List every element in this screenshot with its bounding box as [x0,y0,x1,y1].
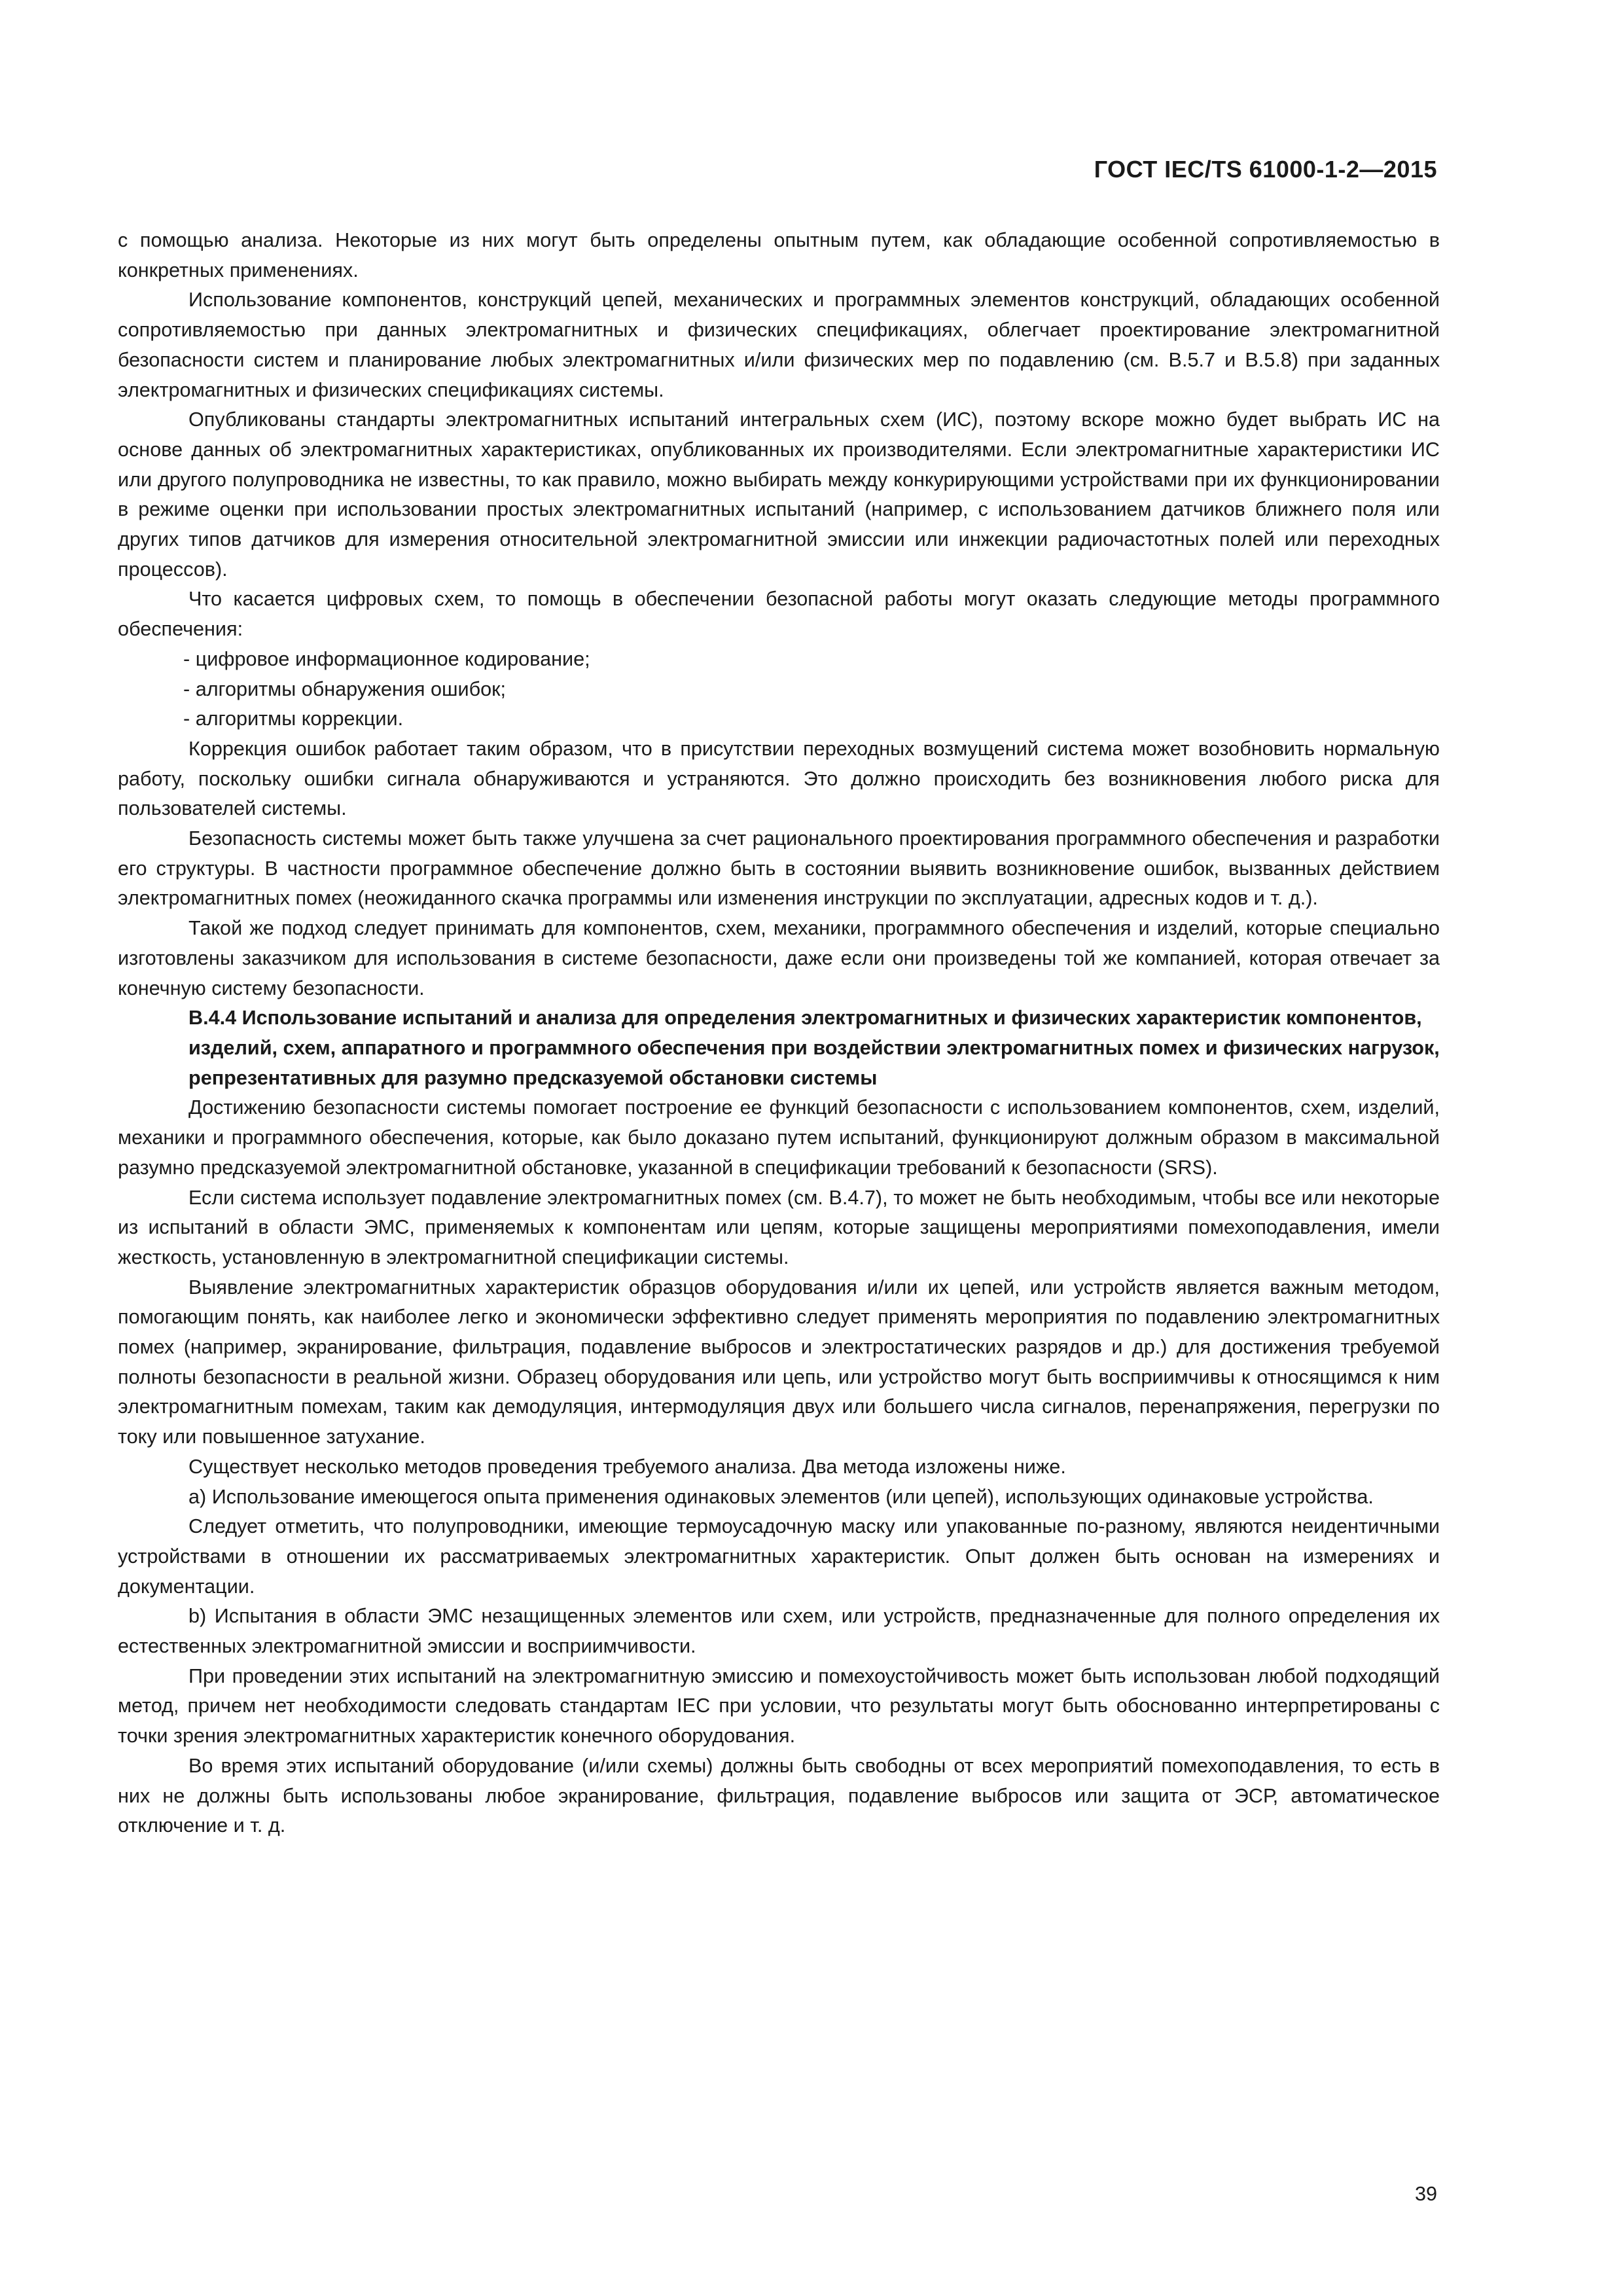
paragraph-safety-functions: Достижению безопасности системы помогает построение ее функций безопасности с использованием компонентов, схем, изделий, механики и программного обеспечения, которые, как было доказано путем испытаний, функционируют должным образом в максимальной разумно предсказуемой электромагнитной обстановке, указанной в спецификации требований к безопасности (SRS). [118,1096,1440,1179]
section-heading-b44: В.4.4 Использование испытаний и анализа для определения электромагнитных и физических характеристик компонентов, изделий, схем, аппаратного и программного обеспечения при воздействии электромагнитных помех и физических нагрузок, репрезентативных для разумно предсказуемой обстановки системы [188,1007,1440,1089]
paragraph-method-b: b) Испытания в области ЭМС незащищенных элементов или схем, или устройств, предназначенные для полного определения их естественных электромагнитной эмиссии и восприимчивости. [118,1605,1440,1658]
paragraph-ic-standards: Опубликованы стандарты электромагнитных испытаний интегральных схем (ИС), поэтому вскоре можно будет выбрать ИС на основе данных об электромагнитных характеристиках, опубликованных их производителями. Если электромагнитные характеристики ИС или другого полупроводника не известны, то как правило, можно выбирать между конкурирующими устройствами при их функционировании в режиме оценки при использовании простых электромагнитных испытаний (например, с использованием датчиков ближнего поля или других типов датчиков для измерения относительной электромагнитной эмиссии или инжекции радиочастотных полей или переходных процессов). [118,408,1440,581]
paragraph-error-correction: Коррекция ошибок работает таким образом, что в присутствии переходных возмущений система может возобновить нормальную работу, поскольку ошибки сигнала обнаруживаются и устраняются. Это должно происходить без возникновения любого риска для пользователей системы. [118,737,1440,820]
paragraph-software-safety: Безопасность системы может быть также улучшена за счет рационального проектирования программного обеспечения и разработки его структуры. В частности программное обеспечение должно быть в состоянии выявить возникновение ошибок, вызванных действием электромагнитных помех (неожиданного скачка программы или изменения инструкции по эксплуатации, адресных кодов и т. д.). [118,827,1440,910]
paragraph-continuation: с помощью анализа. Некоторые из них могут быть определены опытным путем, как обладающие особенной сопротивляемостью в конкретных применениях. [118,229,1440,281]
document-body [118,226,1440,1841]
paragraph-test-conditions: Во время этих испытаний оборудование (и/или схемы) должны быть свободны от всех мероприятий помехоподавления, то есть в них не должны быть использованы любое экранирование, фильтрация, подавление выбросов или защита от ЭСР, автоматическое отключение и т. д. [118,1754,1440,1837]
paragraph-same-approach: Такой же подход следует принимать для компонентов, схем, механики, программного обеспечения и изделий, которые специально изготовлены заказчиком для использования в системе безопасности, даже если они произведены той же компанией, которая отвечает за конечную систему безопасности. [118,917,1440,999]
paragraph-semiconductors-note: Следует отметить, что полупроводники, имеющие термоусадочную маску или упакованные по-разному, являются неидентичными устройствами в отношении их рассматриваемых электромагнитных характеристик. Опыт должен быть основан на измерениях и документации. [118,1515,1440,1598]
paragraph-suppression: Если система использует подавление электромагнитных помех (см. В.4.7), то может не быть необходимым, чтобы все или некоторые из испытаний в области ЭМС, применяемых к компонентам или цепям, которые защищены мероприятиями помехоподавления, имели жесткость, установленную в электромагнитной спецификации системы. [118,1186,1440,1268]
list-item: - алгоритмы коррекции. [183,708,404,730]
standard-header: ГОСТ IEC/TS 61000-1-2—2015 [1094,156,1437,183]
paragraph-identification: Выявление электромагнитных характеристик образцов оборудования и/или их цепей, или устройств является важным методом, помогающим понять, как наиболее легко и экономически эффективно следует применять мероприятия по подавлению электромагнитных помех (например, экранирование, фильтрация, подавление выбросов и электростатических разрядов и др.) для достижения требуемой полноты безопасности в реальной жизни. Образец оборудования или цепь, или устройство могут быть восприимчивы к относящимся к ним электромагнитным помехам, таким как демодуляция, интермодуляция двух или большего числа сигналов, перенапряжения, перегрузки по току или повышенное затухание. [118,1276,1440,1448]
paragraph-test-methods: При проведении этих испытаний на электромагнитную эмиссию и помехоустойчивость может быть использован любой подходящий метод, причем нет необходимости следовать стандартам IEC при условии, что результаты могут быть обоснованно интерпретированы с точки зрения электромагнитных характеристик конечного оборудования. [118,1664,1440,1748]
paragraph-components-usage: Использование компонентов, конструкций цепей, механических и программных элементов конструкций, обладающих особенной сопротивляемостью при данных электромагнитных и физических спецификациях, облегчает проектирование электромагнитной безопасности систем и планирование любых электромагнитных и/или физических мер по подавлению (см. В.5.7 и В.5.8) при заданных электромагнитных и физических спецификациях системы. [118,289,1440,401]
page-number: 39 [1414,2183,1437,2205]
list-item: - алгоритмы обнаружения ошибок; [183,677,507,700]
list-item: - цифровое информационное кодирование; [183,647,590,670]
paragraph-digital-circuits: Что касается цифровых схем, то помощь в обеспечении безопасной работы могут оказать следующие методы программного обеспечения: [118,588,1440,641]
paragraph-methods: Существует несколько методов проведения требуемого анализа. Два метода изложены ниже. [188,1455,1066,1478]
paragraph-method-a: а) Использование имеющегося опыта применения одинаковых элементов (или цепей), использующих одинаковые устройства. [188,1485,1374,1508]
